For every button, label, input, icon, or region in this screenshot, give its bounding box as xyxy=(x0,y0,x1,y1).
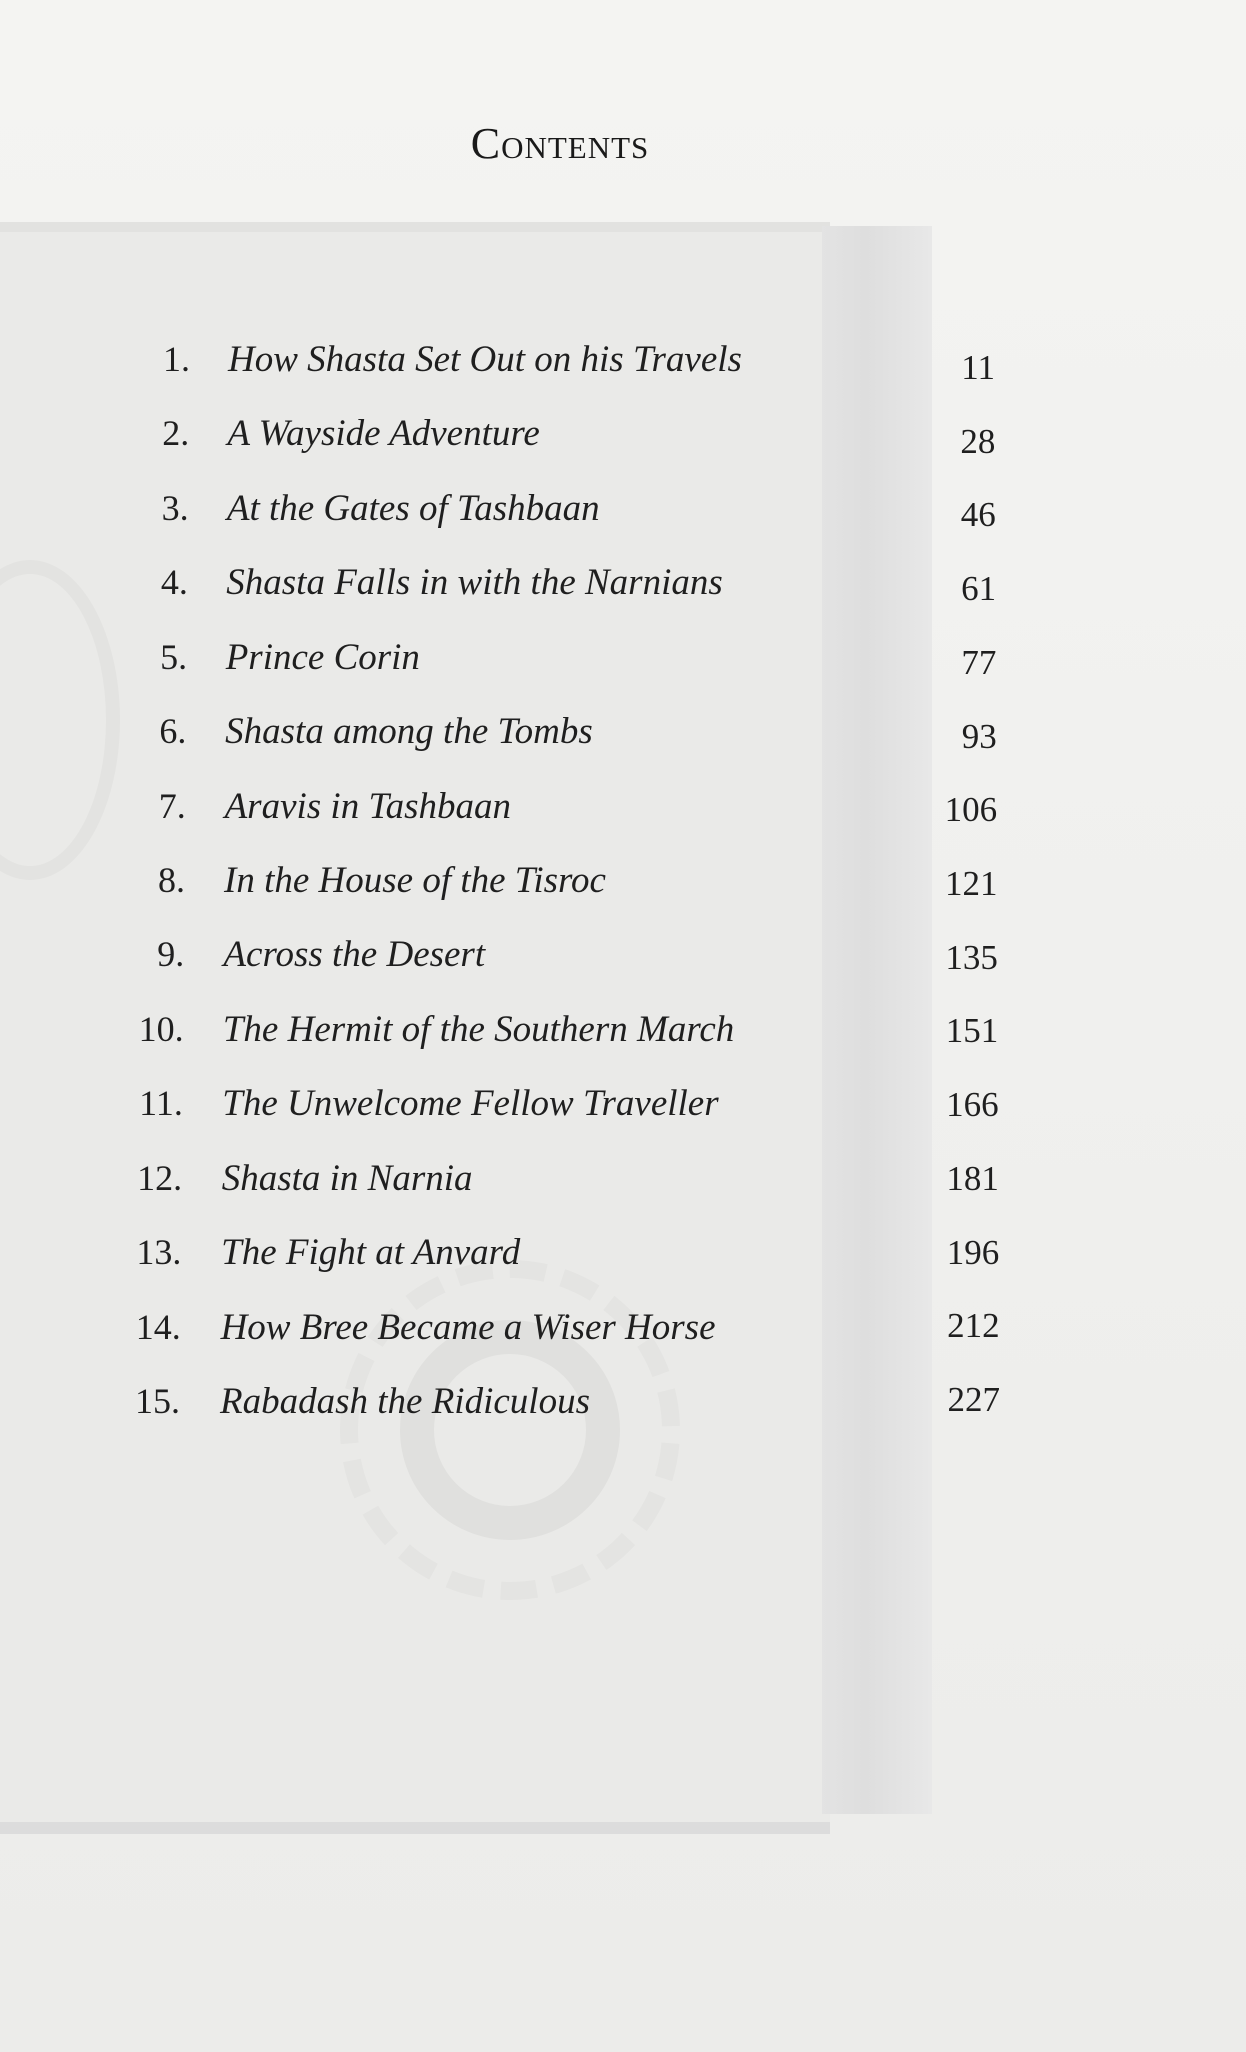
chapter-number: 9. xyxy=(157,934,185,975)
chapter-page-number: 151 xyxy=(945,1011,999,1051)
chapter-title: How Bree Became a Wiser Horse xyxy=(220,1306,716,1348)
toc-entry xyxy=(0,1231,1246,1291)
chapter-title: A Wayside Adventure xyxy=(227,413,540,455)
chapter-title: Aravis in Tashbaan xyxy=(224,785,512,827)
chapter-title: At the Gates of Tashbaan xyxy=(226,487,600,529)
toc-entry xyxy=(0,1008,1246,1068)
chapter-page-number: 46 xyxy=(960,495,996,535)
chapter-number: 15. xyxy=(135,1381,180,1421)
chapter-number: 14. xyxy=(135,1306,181,1347)
chapter-page-number: 212 xyxy=(947,1306,1000,1346)
chapter-title: Rabadash the Ridiculous xyxy=(220,1381,590,1422)
chapter-page-number: 106 xyxy=(944,790,998,830)
chapter-number: 4. xyxy=(160,562,188,603)
page-title: Contents xyxy=(470,119,650,168)
chapter-number: 7. xyxy=(158,785,186,826)
chapter-page-number: 166 xyxy=(946,1085,999,1125)
toc-entry xyxy=(0,933,1246,993)
chapter-title: The Fight at Anvard xyxy=(221,1232,521,1274)
toc-entry xyxy=(0,1157,1246,1217)
toc-entry xyxy=(0,1082,1246,1142)
chapter-page-number: 28 xyxy=(960,421,996,461)
chapter-title: Across the Desert xyxy=(223,934,486,976)
toc-entry xyxy=(0,487,1246,547)
chapter-number: 10. xyxy=(138,1008,184,1049)
toc-entry xyxy=(0,561,1246,621)
chapter-title: Shasta in Narnia xyxy=(221,1157,473,1199)
toc-entry xyxy=(0,636,1246,696)
chapter-page-number: 227 xyxy=(947,1380,1000,1419)
chapter-page-number: 135 xyxy=(945,937,998,977)
chapter-title: In the House of the Tisroc xyxy=(224,860,606,901)
chapter-number: 3. xyxy=(161,487,189,528)
chapter-number: 8. xyxy=(158,860,185,900)
chapter-page-number: 121 xyxy=(945,864,998,903)
chapter-number: 13. xyxy=(136,1232,182,1273)
toc-entry xyxy=(0,412,1246,472)
toc-entry xyxy=(0,785,1246,845)
chapter-title: Shasta Falls in with the Narnians xyxy=(226,562,723,604)
chapter-page-number: 11 xyxy=(961,348,995,387)
toc-entry xyxy=(0,1306,1246,1366)
chapter-page-number: 181 xyxy=(946,1158,999,1198)
toc-entry xyxy=(0,1380,1246,1440)
chapter-page-number: 77 xyxy=(961,642,997,682)
chapter-title: The Unwelcome Fellow Traveller xyxy=(222,1083,719,1125)
chapter-title: The Hermit of the Southern March xyxy=(222,1008,735,1050)
chapter-number: 5. xyxy=(160,636,188,677)
chapter-page-number: 196 xyxy=(946,1232,1000,1272)
chapter-title: Shasta among the Tombs xyxy=(225,711,593,753)
toc-entry xyxy=(0,338,1246,398)
chapter-page-number: 61 xyxy=(961,569,997,609)
chapter-number: 2. xyxy=(162,413,190,454)
chapter-title: How Shasta Set Out on his Travels xyxy=(228,339,742,380)
toc-entry xyxy=(0,859,1246,919)
chapter-page-number: 93 xyxy=(961,716,997,756)
toc-entry xyxy=(0,710,1246,770)
chapter-title: Prince Corin xyxy=(225,636,420,678)
chapter-number: 1. xyxy=(163,339,190,379)
chapter-number: 11. xyxy=(139,1083,183,1124)
chapter-number: 12. xyxy=(137,1157,183,1198)
chapter-number: 6. xyxy=(159,711,187,752)
